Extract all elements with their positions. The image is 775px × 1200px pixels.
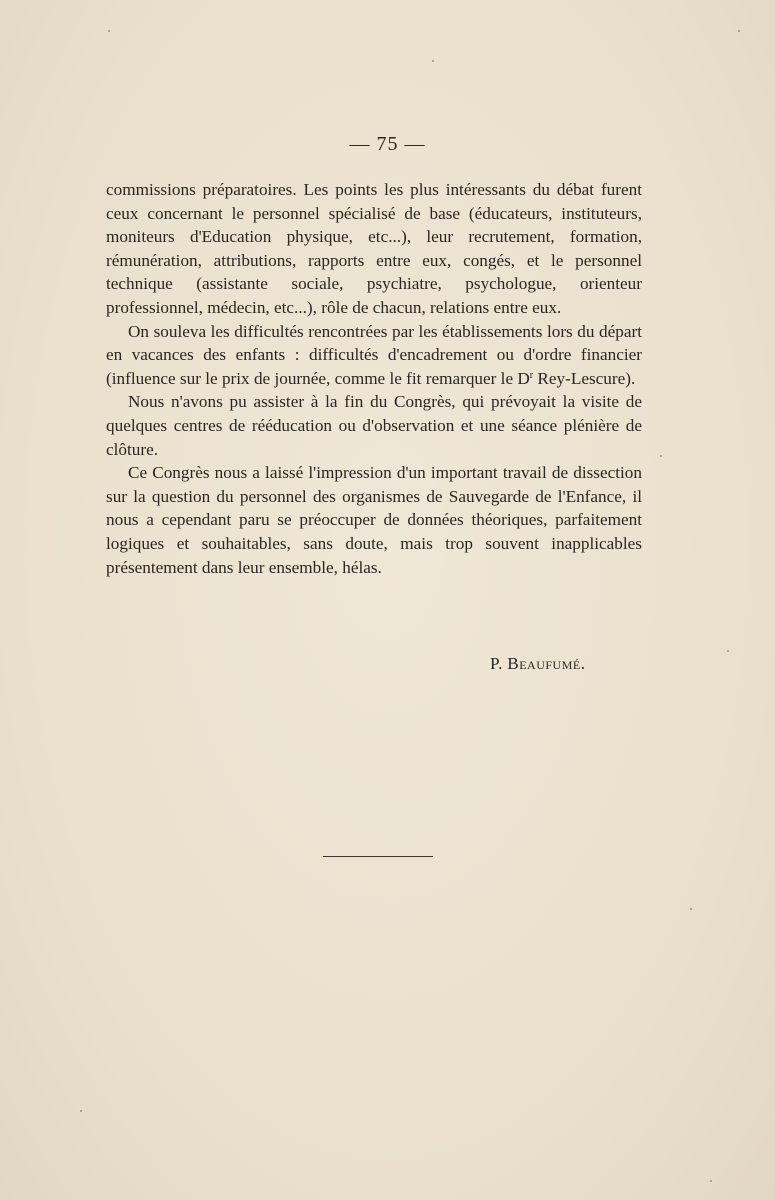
paragraph-3: Nous n'avons pu assister à la fin du Congrès, qui prévoyait la visite de quelques centres de rééducation ou d'observation et une séance plénière de clôture. [106,392,642,459]
body-text [106,178,642,579]
paper-speck [710,1180,712,1182]
paragraph-2-text: On souleva les difficultés rencontrées par les établissements lors du départ en vacances des enfants : difficultés d'encadrement ou d'ordre financier (influence sur le prix de journée, comme le fit remarquer le D [106,321,642,388]
author-surname: Beaufumé. [507,654,586,673]
superscript-r: r [529,369,534,381]
paper-speck [80,1110,82,1112]
paragraph-2 [106,320,642,391]
paragraph-1: commissions préparatoires. Les points les plus intéressants du débat furent ceux concernant le personnel spécialisé de base (éducateurs, instituteurs, moniteurs d'Education physique, etc...), leur recrutement, formation, rémunération, attributions, rapports entre eux, congés, et le personnel technique (assistante sociale, psychiatre, psychologue, orienteur professionnel, médecin, etc...), rôle de chacun, relations entre eux. [106,180,642,317]
paper-speck [660,455,662,457]
paper-speck [727,650,729,652]
section-divider [323,856,433,857]
page-number: — 75 — [349,133,426,155]
paragraph-2-text-end: Rey-Lescure). [533,368,636,388]
paper-speck [432,60,434,62]
author-initial: P. [490,654,503,673]
author-signature [490,652,650,675]
paper-speck [108,30,110,32]
paper-speck [738,30,740,32]
paragraph-4: Ce Congrès nous a laissé l'impression d'un important travail de dissection sur la question du personnel des organismes de Sauvegarde de l'Enfance, il nous a cependant paru se préoccuper de données théoriques, parfaitement logiques et souhaitables, sans doute, mais trop souvent inapplicables présentement dans leur ensemble, hélas. [106,463,642,577]
paper-speck [690,908,692,910]
